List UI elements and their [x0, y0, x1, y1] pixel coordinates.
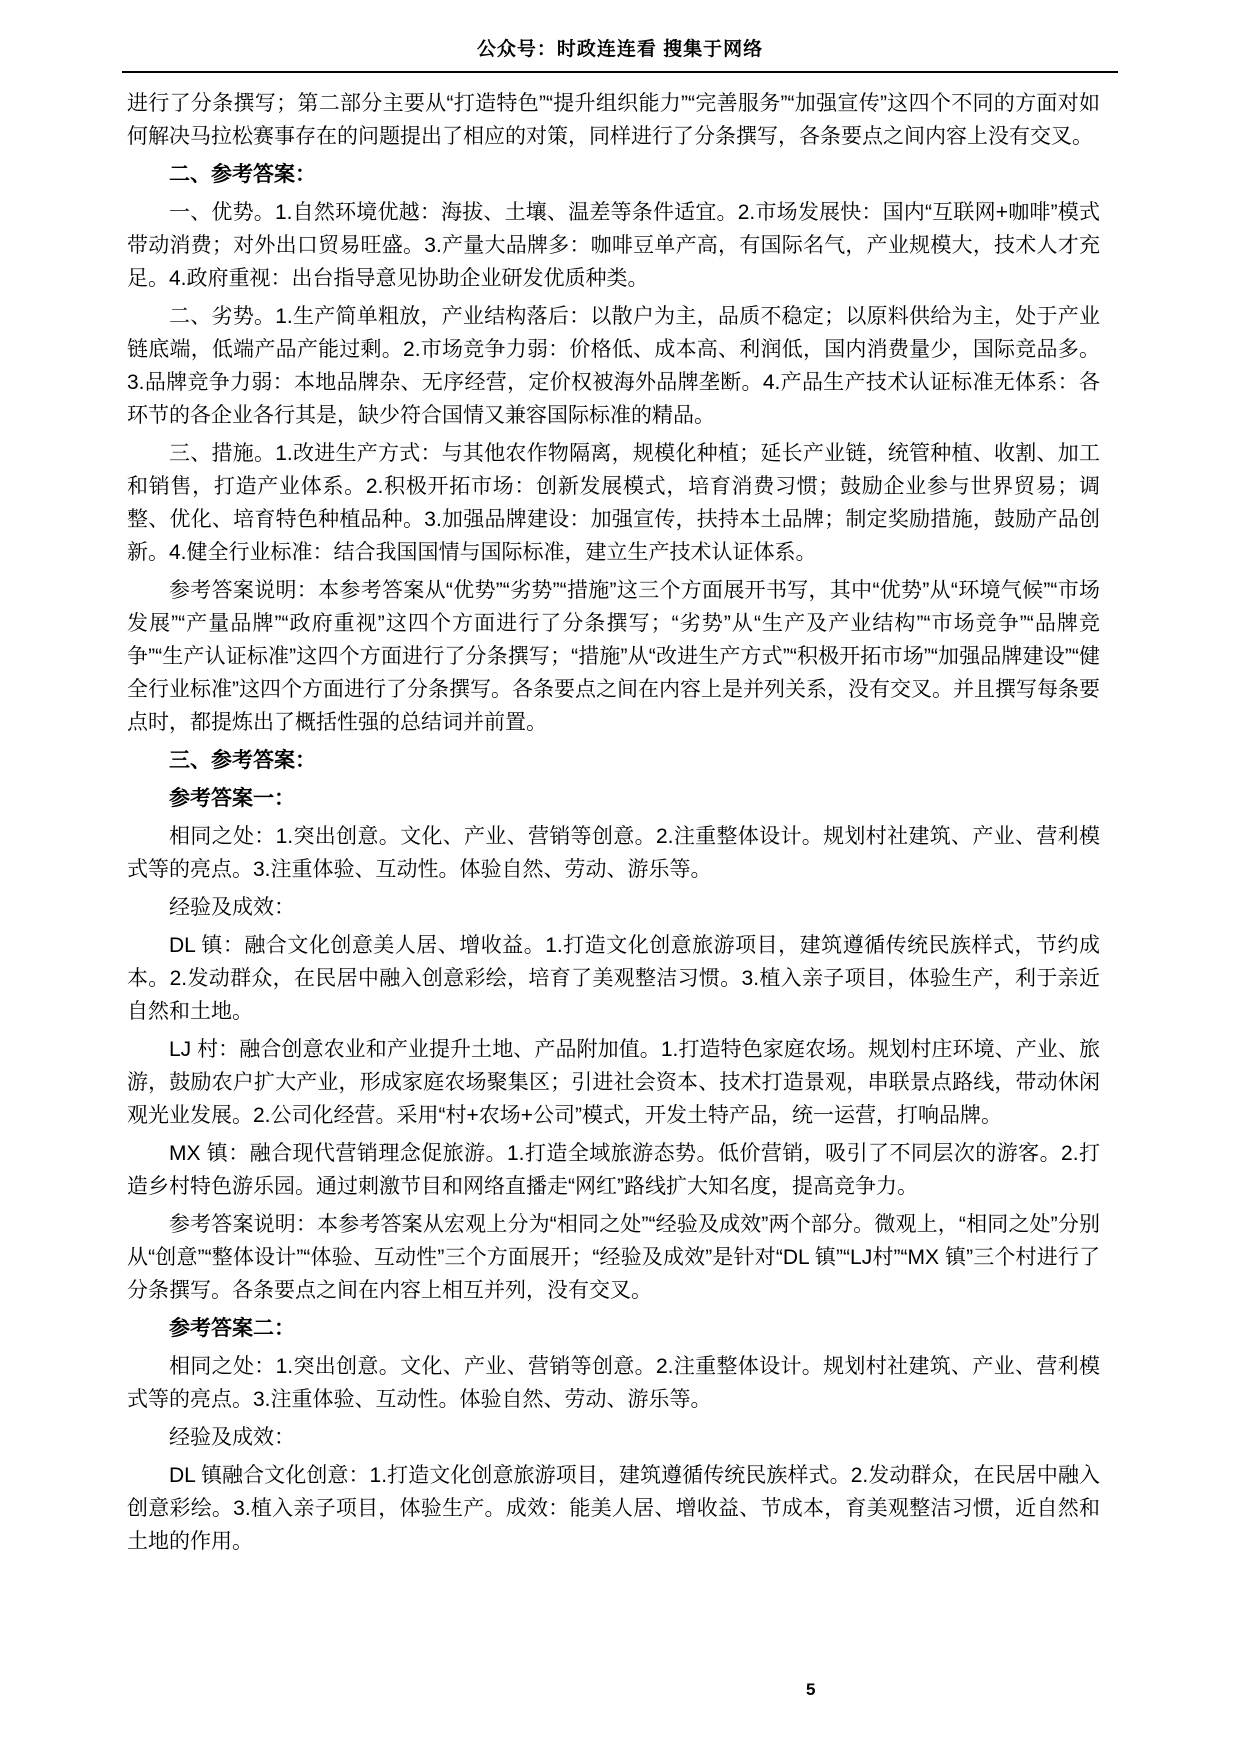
paragraph-disadvantages: 二、劣势。1.生产简单粗放，产业结构落后：以散户为主，品质不稳定；以原料供给为主，处于产业链底端，低端产品产能过剩。2.市场竞争力弱：价格低、成本高、利润低，国内消费量少，国际竞品多。3.品牌竞争力弱：本地品牌杂、无序经营，定价权被海外品牌垄断。4.产品生产技术认证标准无体系：各环节的各企业各行其是，缺少符合国情又兼容国际标准的精品。 [127, 305, 1100, 427]
paragraph-lj-village-1: LJ 村：融合创意农业和产业提升土地、产品附加值。1.打造特色家庭农场。规划村庄环境、产业、旅游，鼓励农户扩大产业，形成家庭农场聚集区；引进社会资本、技术打造景观，串联景点路线，带动休闲观光业发展。2.公司化经营。采用“村+农场+公司”模式，开发土特产品，统一运营，打响品牌。 [127, 1038, 1100, 1127]
paragraph-answer-2-notes: 参考答案说明：本参考答案从“优势”“劣势”“措施”这三个方面展开书写，其中“优势”从“环境气候”“市场发展”“产量品牌”“政府重视”这四个方面进行了分条撰写；“劣势”从“生产及产业结构”“市场竞争”“品牌竞争”“生产认证标准”这四个方面进行了分条撰写；“措施”从“改进生产方式”“积极开拓市场”“加强品牌建设”“健全行业标准”这四个方面进行了分条撰写。各条要点之间在内容上是并列关系，没有交叉。并且撰写每条要点时，都提炼出了概括性强的总结词并前置。 [127, 579, 1100, 734]
section-heading-answer-3: 三、参考答案： [169, 749, 316, 772]
paragraph-dl-town-2: DL 镇融合文化创意：1.打造文化创意旅游项目，建筑遵循传统民族样式。2.发动群众，在民居中融入创意彩绘。3.植入亲子项目，体验生产。成效：能美人居、增收益、节成本，育美观整洁习惯，近自然和土地的作用。 [127, 1464, 1100, 1553]
paragraph-similarities-1: 相同之处：1.突出创意。文化、产业、营销等创意。2.注重整体设计。规划村社建筑、产业、营利模式等的亮点。3.注重体验、互动性。体验自然、劳动、游乐等。 [127, 825, 1100, 881]
section-heading-answer-2: 二、参考答案： [169, 163, 316, 186]
paragraph-continuation: 进行了分条撰写；第二部分主要从“打造特色”“提升组织能力”“完善服务”“加强宣传”这四个不同的方面对如何解决马拉松赛事存在的问题提出了相应的对策，同样进行了分条撰写，各条要点之间内容上没有交叉。 [127, 92, 1100, 148]
paragraph-answer-3-notes: 参考答案说明：本参考答案从宏观上分为“相同之处”“经验及成效”两个部分。微观上，“相同之处”分别从“创意”“整体设计”“体验、互动性”三个方面展开；“经验及成效”是针对“DL 镇”“LJ村”“MX 镇”三个村进行了分条撰写。各条要点之间在内容上相互并列，没有交叉。 [127, 1213, 1100, 1302]
paragraph-experience-label-1: 经验及成效： [169, 896, 295, 919]
paragraph-mx-town-1: MX 镇：融合现代营销理念促旅游。1.打造全域旅游态势。低价营销，吸引了不同层次的游客。2.打造乡村特色游乐园。通过刺激节目和网络直播走“网红”路线扩大知名度，提高竞争力。 [127, 1142, 1100, 1198]
paragraph-dl-town-1: DL 镇：融合文化创意美人居、增收益。1.打造文化创意旅游项目，建筑遵循传统民族样式，节约成本。2.发动群众，在民居中融入创意彩绘，培育了美观整洁习惯。3.植入亲子项目，体验生产，利于亲近自然和土地。 [127, 934, 1100, 1023]
paragraph-measures: 三、措施。1.改进生产方式：与其他农作物隔离，规模化种植；延长产业链，统管种植、收割、加工和销售，打造产业体系。2.积极开拓市场：创新发展模式，培育消费习惯；鼓励企业参与世界贸易；调整、优化、培育特色种植品种。3.加强品牌建设：加强宣传，扶持本土品牌；制定奖励措施，鼓励产品创新。4.健全行业标准：结合我国国情与国际标准，建立生产技术认证体系。 [127, 442, 1100, 564]
section-heading-ref-answer-2: 参考答案二： [169, 1317, 295, 1340]
page-number: 5 [806, 1680, 816, 1699]
paragraph-similarities-2: 相同之处：1.突出创意。文化、产业、营销等创意。2.注重整体设计。规划村社建筑、产业、营利模式等的亮点。3.注重体验、互动性。体验自然、劳动、游乐等。 [127, 1355, 1100, 1411]
section-heading-ref-answer-1: 参考答案一： [169, 787, 295, 810]
page-header-title: 公众号：时政连连看 搜集于网络 [122, 34, 1118, 73]
paragraph-advantages: 一、优势。1.自然环境优越：海拔、土壤、温差等条件适宜。2.市场发展快：国内“互联网+咖啡”模式带动消费；对外出口贸易旺盛。3.产量大品牌多：咖啡豆单产高，有国际名气，产业规模大，技术人才充足。4.政府重视：出台指导意见协助企业研发优质种类。 [127, 201, 1100, 290]
paragraph-experience-label-2: 经验及成效： [169, 1426, 295, 1449]
document-body [127, 87, 1100, 1558]
